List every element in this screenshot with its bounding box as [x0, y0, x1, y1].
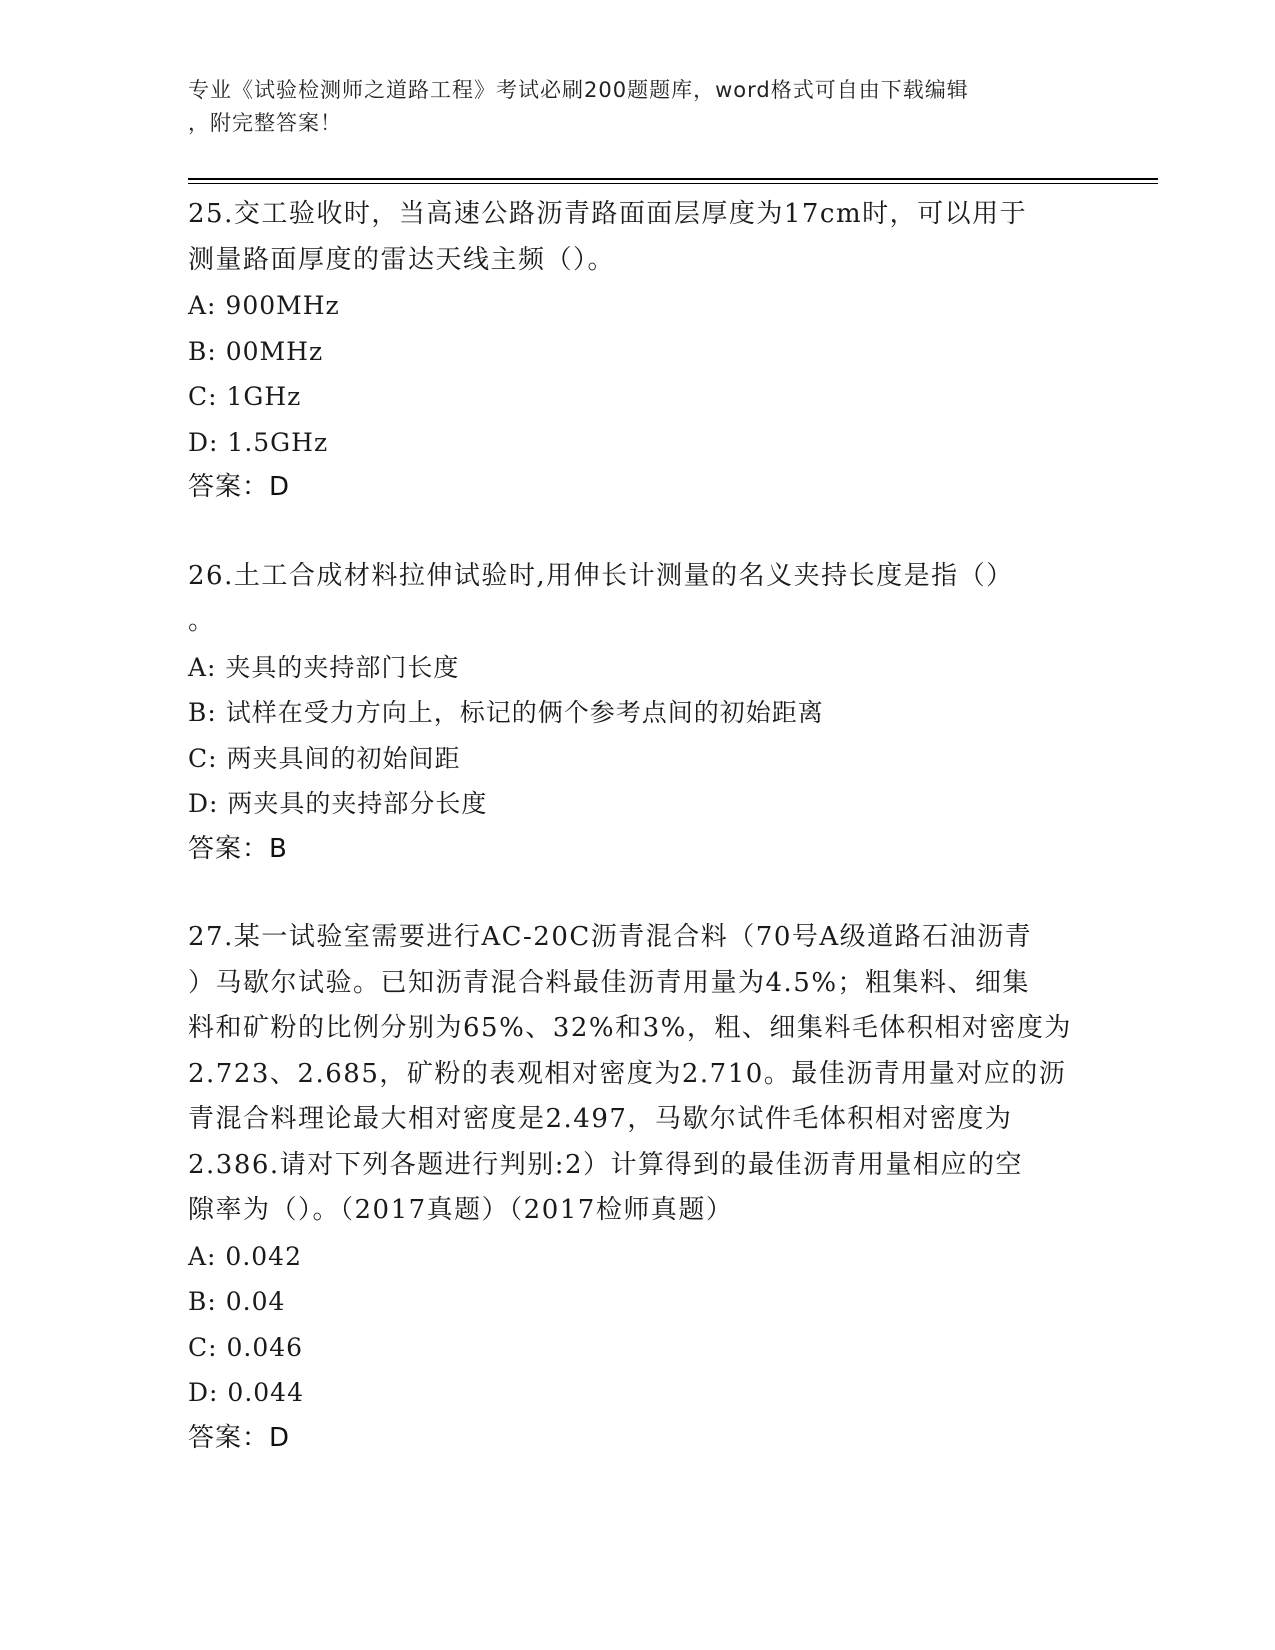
document-header [188, 74, 1088, 140]
answer-label: 答案：B [188, 833, 288, 864]
option-b: B: 00MHz [188, 336, 324, 366]
option-list [188, 645, 1088, 827]
answer-label: 答案：D [188, 472, 291, 502]
question-list [188, 192, 1088, 1504]
option-list [188, 1234, 1088, 1416]
header-line-1: 专业《试验检测师之道路工程》考试必刷200题题库，word格式可自由下载编辑 [188, 78, 969, 102]
question-27 [188, 915, 1088, 1461]
question-stem: 25.交工验收时，当高速公路沥青路面面层厚度为17cm时，可以用于 测量路面厚度的雷达天线主频（）。 [188, 199, 1028, 275]
header-divider-thin [188, 183, 1158, 184]
option-d: D: 0.044 [188, 1378, 304, 1407]
question-stem: 27.某一试验室需要进行AC-20C沥青混合料（70号A级道路石油沥青 ）马歇尔试验。已知沥青混合料最佳沥青用量为4.5%；粗集料、细集 料和矿粉的比例分别为65%、32%和3%，粗、细集料毛体积相对密度为 2.723、2.685，矿粉的表观相对密度为2.710。最佳沥青用量对应的沥 青混合料理论最大相对密度是2.497，马歇尔试件毛体积相对密度为 2.386.请对下列各题进行判别:2）计算得到的最佳沥青用量相应的空 隙率为（）。（2017真题）（2017检师真题） [188, 922, 1072, 1225]
option-d: D: 两夹具的夹持部分长度 [188, 789, 488, 818]
option-c: C: 1GHz [188, 382, 302, 411]
answer-label: 答案：D [188, 1422, 291, 1453]
option-b: B: 0.04 [188, 1287, 286, 1316]
option-b: B: 试样在受力方向上，标记的俩个参考点间的初始距离 [188, 698, 824, 727]
header-line-2: ，附完整答案！ [188, 111, 342, 135]
question-26 [188, 554, 1088, 873]
option-c: C: 两夹具间的初始间距 [188, 743, 461, 773]
header-divider-thick [188, 178, 1158, 180]
option-d: D: 1.5GHz [188, 427, 329, 457]
question-25 [188, 192, 1088, 511]
option-a: A: 900MHz [188, 291, 340, 320]
question-stem: 26.土工合成材料拉伸试验时,用伸长计测量的名义夹持长度是指（） 。 [188, 560, 1014, 636]
option-list [188, 283, 1088, 465]
option-a: A: 0.042 [188, 1241, 302, 1271]
option-c: C: 0.046 [188, 1332, 304, 1362]
option-a: A: 夹具的夹持部门长度 [188, 652, 460, 682]
